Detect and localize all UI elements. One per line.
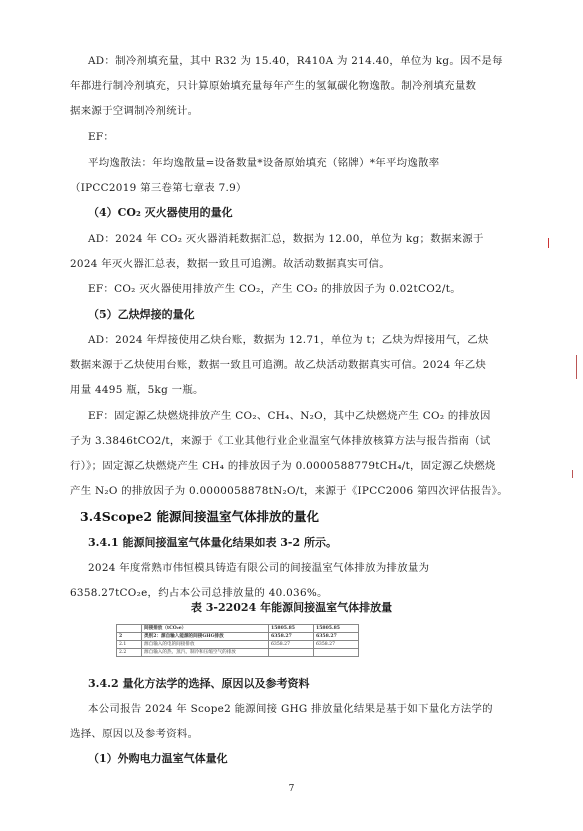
ef-acetylene-line-1: EF：固定源乙炔燃烧排放产生 CO₂、CH₄、N₂O，其中乙炔燃烧产生 CO₂ 的排放因 — [88, 410, 491, 422]
ef-acetylene-line-4: 产生 N₂O 的排放因子为 0.0000058878tN₂O/t，来源于《IPCC2006 第四次评估报告》。 — [70, 485, 508, 497]
table-caption: 表 3-22024 年能源间接温室气体排放量 — [190, 601, 393, 614]
ad-acetylene-line-3: 用量 4495 瓶，5kg 一瓶。 — [70, 384, 204, 396]
ad-extinguisher-line-2: 2024 年灭火器汇总表，数据一致且可追溯。故活动数据真实可信。 — [70, 258, 390, 270]
table-row — [117, 633, 359, 641]
table-cell: 2.2 — [117, 649, 142, 657]
table-cell: 6358.27 — [314, 641, 359, 649]
ef-refrigerant-source: （IPCC2019 第三卷第七章表 7.9） — [70, 182, 247, 194]
section-3-4-heading: 3.4Scope2 能源间接温室气体排放的量化 — [80, 509, 319, 524]
table-header-row — [117, 625, 359, 633]
section-acetylene-heading: （5）乙炔焊接的量化 — [88, 308, 195, 321]
indirect-emission-line-2: 6358.27tCO₂e，约占本公司总排放量的 40.036%。 — [70, 587, 328, 599]
table-header-cell: 15805.85 — [314, 625, 359, 633]
table-cell: 6358.27 — [269, 633, 314, 641]
ef-extinguisher-line: EF：CO₂ 灭火器使用排放产生 CO₂，产生 CO₂ 的排放因子为 0.02tCO2/t。 — [88, 283, 461, 295]
ef-refrigerant-label: EF： — [88, 131, 115, 143]
methodology-line-2: 选择、原因以及参考资料。 — [70, 728, 199, 740]
table-cell — [269, 649, 314, 657]
ad-acetylene-line-2: 数据来源于乙炔使用台账，数据一致且可追溯。故乙炔活动数据真实可信。2024 年乙炔 — [70, 359, 487, 371]
page-number: 7 — [288, 784, 295, 794]
table-cell: 源自输入的热、蒸汽、制冷和压缩空气的排放 — [142, 649, 269, 657]
table-header-cell: 间接排放（tCO₂e） — [142, 625, 269, 633]
table-cell: 类别2：源自输入能源的间接GHG排放 — [142, 633, 269, 641]
table-cell: 6358.27 — [314, 633, 359, 641]
table-row — [117, 641, 359, 649]
section-co2-extinguisher-heading: （4）CO₂ 灭火器使用的量化 — [88, 206, 233, 219]
table-cell: 6358.27 — [269, 641, 314, 649]
ad-acetylene-line-1: AD：2024 年焊接使用乙炔台账，数据为 12.71，单位为 t；乙炔为焊接用气，乙炔 — [88, 334, 489, 346]
ad-refrigerant-line-1: AD：制冷剂填充量，其中 R32 为 15.40，R410A 为 214.40，单位为 kg。因不是每 — [88, 55, 503, 67]
table-header-cell: 15805.85 — [269, 625, 314, 633]
table-cell — [314, 649, 359, 657]
margin-mark — [572, 470, 573, 478]
margin-mark — [548, 238, 549, 248]
section-purchased-electricity-heading: （1）外购电力温室气体量化 — [88, 752, 228, 765]
ef-acetylene-line-2: 子为 3.3846tCO2/t，来源于《工业其他行业企业温室气体排放核算方法与报告指南（试 — [70, 435, 491, 447]
methodology-line-1: 本公司报告 2024 年 Scope2 能源间接 GHG 排放量化结果是基于如下量化方法学的 — [88, 703, 493, 715]
table-cell: 2.1 — [117, 641, 142, 649]
margin-mark — [576, 355, 577, 379]
table-row — [117, 649, 359, 657]
section-3-4-2-heading: 3.4.2 量化方法学的选择、原因以及参考资料 — [88, 677, 310, 690]
table-header-cell — [117, 625, 142, 633]
table-cell: 源自输入的电的间接排放 — [142, 641, 269, 649]
indirect-emission-line-1: 2024 年度常熟市伟恒模具铸造有限公司的间接温室气体排放为排放量为 — [88, 562, 430, 574]
indirect-emission-table — [116, 624, 359, 657]
ad-refrigerant-line-3: 据来源于空调制冷剂统计。 — [70, 105, 199, 117]
table-cell: 2 — [117, 633, 142, 641]
ad-refrigerant-line-2: 年都进行制冷剂填充，只计算原始填充量每年产生的氢氟碳化物逸散。制冷剂填充量数 — [70, 80, 477, 92]
ad-extinguisher-line-1: AD：2024 年 CO₂ 灭火器消耗数据汇总，数据为 12.00，单位为 kg；数据来源于 — [88, 233, 484, 245]
ef-refrigerant-method: 平均逸散法：年均逸散量=设备数量*设备原始填充（铭牌）*年平均逸散率 — [88, 157, 440, 169]
ef-acetylene-line-3: 行）》；固定源乙炔燃烧产生 CH₄ 的排放因子为 0.0000588779tCH₄/t，固定源乙炔燃烧 — [70, 460, 496, 472]
section-3-4-1-heading: 3.4.1 能源间接温室气体量化结果如表 3-2 所示。 — [88, 536, 337, 549]
